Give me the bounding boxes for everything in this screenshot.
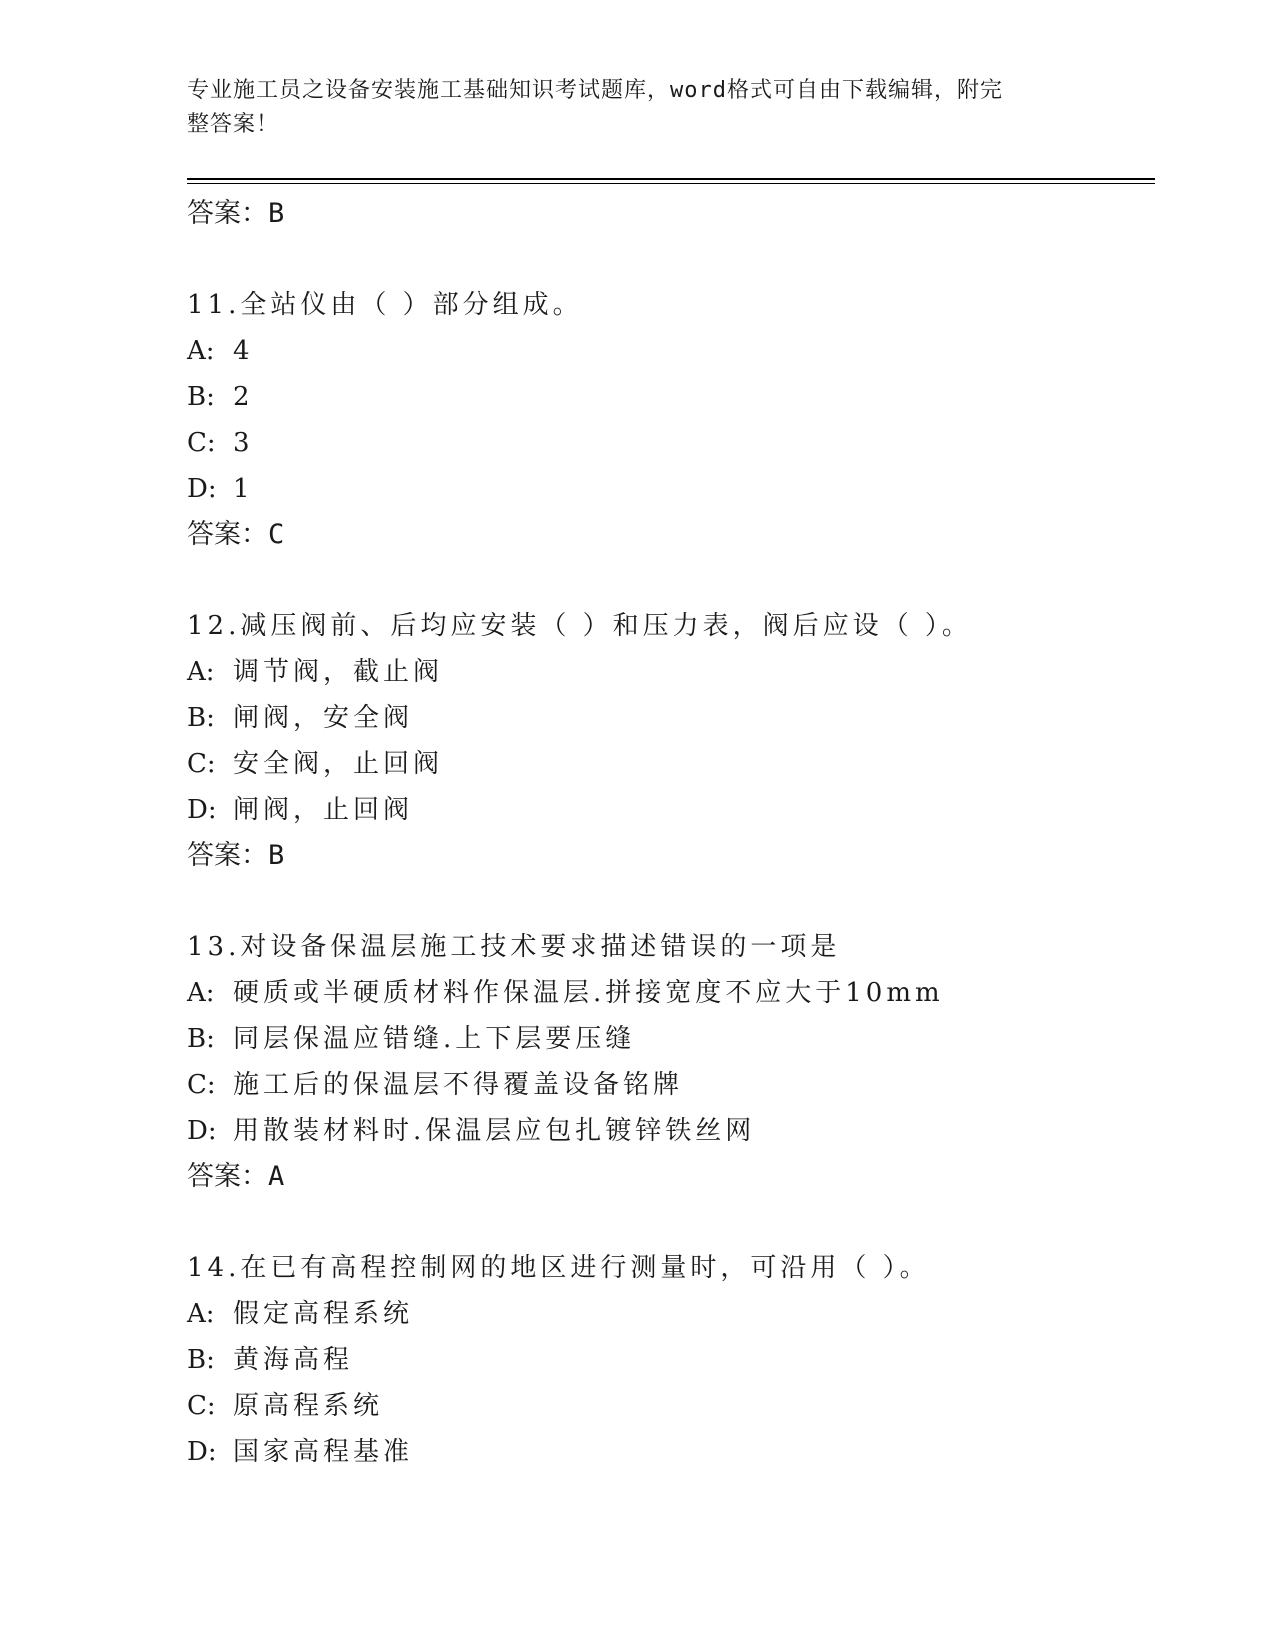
option-text: 安全阀，止回阀 xyxy=(233,749,444,779)
option-a xyxy=(187,649,1155,695)
option-b xyxy=(187,374,1155,420)
option-letter: C: xyxy=(187,1070,216,1100)
option-letter: B: xyxy=(187,382,215,412)
option-text: 闸阀，止回阀 xyxy=(233,795,414,825)
option-text: 用散装材料时.保温层应包扎镀锌铁丝网 xyxy=(233,1116,756,1146)
document-body xyxy=(187,191,1155,1475)
option-letter: B: xyxy=(187,1024,215,1054)
option-c xyxy=(187,741,1155,787)
option-d xyxy=(187,787,1155,833)
option-text: 2 xyxy=(233,382,254,412)
document-header xyxy=(187,74,1077,142)
option-a xyxy=(187,328,1155,374)
answer-q11: 答案：C xyxy=(187,519,285,550)
header-rule-thick xyxy=(187,178,1155,180)
option-text: 施工后的保温层不得覆盖设备铭牌 xyxy=(233,1070,684,1100)
option-c xyxy=(187,420,1155,466)
option-text: 黄海高程 xyxy=(233,1345,354,1375)
option-d xyxy=(187,466,1155,512)
option-text: 3 xyxy=(233,428,254,458)
option-letter: C: xyxy=(187,1391,216,1421)
option-letter: D: xyxy=(187,795,217,825)
option-letter: A: xyxy=(187,336,215,366)
option-letter: B: xyxy=(187,703,215,733)
option-text: 4 xyxy=(233,336,254,366)
header-line-1: 专业施工员之设备安装施工基础知识考试题库，word格式可自由下载编辑，附完 xyxy=(187,78,1003,103)
header-rule-thin xyxy=(187,183,1155,184)
option-text: 国家高程基准 xyxy=(233,1437,414,1467)
option-text: 闸阀，安全阀 xyxy=(233,703,414,733)
option-b xyxy=(187,1337,1155,1383)
question-block-14 xyxy=(187,1245,1155,1475)
spacer xyxy=(187,558,1155,603)
option-text: 同层保温应错缝.上下层要压缝 xyxy=(233,1024,636,1054)
question-stem: 12.减压阀前、后均应安装（ ）和压力表，阀后应设（ ）。 xyxy=(187,611,972,641)
option-d xyxy=(187,1429,1155,1475)
option-letter: D: xyxy=(187,474,217,504)
answer-q13: 答案：A xyxy=(187,1161,285,1192)
option-a xyxy=(187,970,1155,1016)
option-a xyxy=(187,1291,1155,1337)
option-text: 调节阀，截止阀 xyxy=(233,657,444,687)
option-letter: C: xyxy=(187,749,216,779)
question-block-11 xyxy=(187,282,1155,512)
option-letter: C: xyxy=(187,428,216,458)
spacer xyxy=(187,1200,1155,1245)
question-stem: 14.在已有高程控制网的地区进行测量时，可沿用（ ）。 xyxy=(187,1253,930,1283)
option-text: 1 xyxy=(233,474,254,504)
option-b xyxy=(187,1016,1155,1062)
question-stem: 13.对设备保温层施工技术要求描述错误的一项是 xyxy=(187,932,841,962)
question-block-13 xyxy=(187,924,1155,1154)
option-letter: B: xyxy=(187,1345,215,1375)
option-text: 原高程系统 xyxy=(233,1391,384,1421)
header-line-2: 整答案！ xyxy=(187,112,280,137)
spacer xyxy=(187,879,1155,924)
spacer xyxy=(187,237,1155,282)
option-b xyxy=(187,695,1155,741)
answer-q10: 答案：B xyxy=(187,198,285,229)
option-c xyxy=(187,1062,1155,1108)
option-letter: A: xyxy=(187,1299,215,1329)
option-d xyxy=(187,1108,1155,1154)
option-text: 硬质或半硬质材料作保温层.拼接宽度不应大于10mm xyxy=(233,978,944,1008)
question-block-12 xyxy=(187,603,1155,833)
question-stem: 11.全站仪由（ ）部分组成。 xyxy=(187,290,583,320)
option-letter: D: xyxy=(187,1116,217,1146)
option-letter: D: xyxy=(187,1437,217,1467)
option-letter: A: xyxy=(187,657,215,687)
option-c xyxy=(187,1383,1155,1429)
option-text: 假定高程系统 xyxy=(233,1299,414,1329)
option-letter: A: xyxy=(187,978,215,1008)
answer-q12: 答案：B xyxy=(187,840,285,871)
